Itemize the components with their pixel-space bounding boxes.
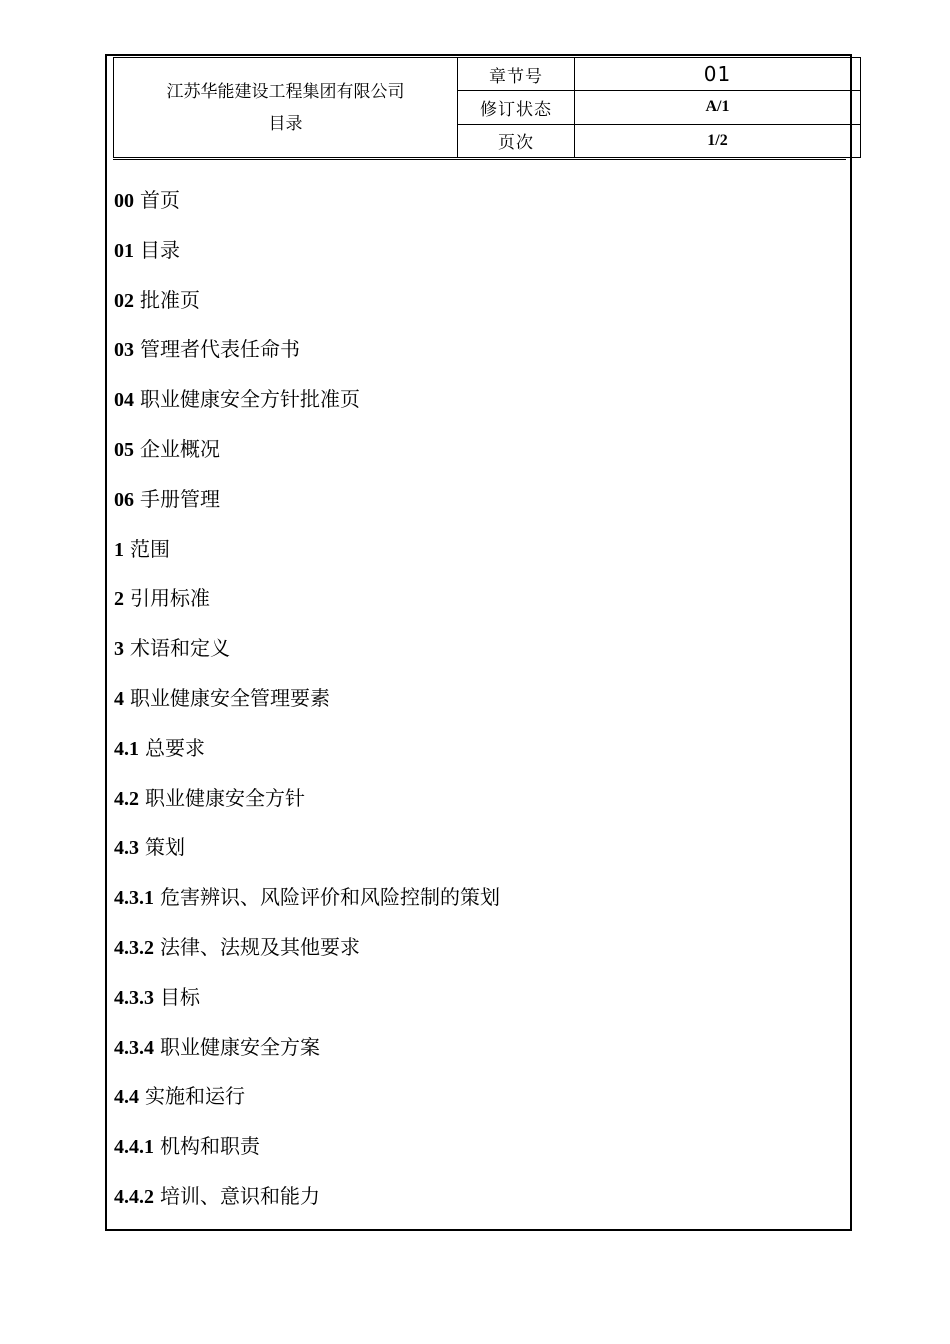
toc-number: 4 — [114, 687, 124, 710]
toc-title: 法律、法规及其他要求 — [160, 934, 360, 959]
toc-number: 04 — [114, 389, 134, 412]
toc-number: 4.4.1 — [114, 1136, 154, 1159]
toc-number: 4.3.2 — [114, 936, 154, 959]
toc-title: 手册管理 — [140, 486, 220, 511]
toc-entry — [114, 631, 500, 681]
toc-number: 4.3.1 — [114, 887, 154, 910]
toc-title: 企业概况 — [140, 436, 220, 461]
toc-title: 培训、意识和能力 — [160, 1183, 320, 1208]
toc-number: 4.3.3 — [114, 986, 154, 1009]
revision-value: A/1 — [575, 91, 861, 124]
toc-entry — [114, 283, 500, 333]
toc-entry — [114, 830, 500, 880]
toc-number: 06 — [114, 488, 134, 511]
toc-entry — [114, 731, 500, 781]
toc-title: 总要求 — [145, 735, 205, 760]
revision-label: 修订状态 — [458, 91, 575, 124]
toc-number: 4.3 — [114, 837, 139, 860]
toc-title: 职业健康安全方针批准页 — [140, 387, 360, 412]
document-header-table — [113, 57, 861, 158]
header-divider — [113, 159, 846, 160]
toc-entry — [114, 681, 500, 731]
toc-entry — [114, 482, 500, 532]
toc-entry — [114, 581, 500, 631]
toc-entry — [114, 1079, 500, 1129]
toc-entry — [114, 332, 500, 382]
toc-title: 机构和职责 — [160, 1134, 260, 1159]
toc-entry — [114, 1129, 500, 1179]
toc-number: 4.4.2 — [114, 1185, 154, 1208]
toc-entry — [114, 183, 500, 233]
toc-entry — [114, 382, 500, 432]
toc-title: 目标 — [160, 984, 200, 1009]
toc-number: 4.2 — [114, 787, 139, 810]
toc-number: 00 — [114, 190, 134, 212]
toc-entry — [114, 432, 500, 482]
company-cell — [114, 58, 458, 158]
toc-number: 4.4 — [114, 1086, 139, 1109]
toc-entry — [114, 781, 500, 831]
toc-title: 策划 — [145, 835, 185, 860]
toc-title: 职业健康安全管理要素 — [130, 685, 330, 710]
toc-number: 1 — [114, 538, 124, 561]
toc-number: 01 — [114, 239, 134, 262]
toc-title: 批准页 — [140, 287, 200, 312]
toc-number: 03 — [114, 339, 134, 362]
toc-entry — [114, 930, 500, 980]
company-name: 江苏华能建设工程集团有限公司 — [166, 81, 405, 102]
toc-title: 职业健康安全方针 — [145, 785, 305, 810]
toc-number: 2 — [114, 588, 124, 611]
toc-title: 术语和定义 — [130, 636, 230, 661]
toc-number: 05 — [114, 438, 134, 461]
chapter-value: 01 — [575, 58, 861, 91]
toc-entry — [114, 1030, 500, 1080]
toc-number: 02 — [114, 289, 134, 312]
toc-entry — [114, 233, 500, 283]
toc-title: 引用标准 — [130, 586, 210, 611]
toc-entry — [114, 880, 500, 930]
toc-title: 首页 — [140, 188, 180, 212]
toc-entry — [114, 1179, 500, 1229]
toc-title: 范围 — [130, 536, 170, 561]
toc-number: 3 — [114, 638, 124, 661]
page-label: 页次 — [458, 124, 575, 157]
document-title: 目录 — [268, 113, 303, 134]
toc-entry — [114, 532, 500, 582]
toc-number: 4.1 — [114, 737, 139, 760]
toc-title: 目录 — [140, 237, 180, 262]
toc-title: 危害辨识、风险评价和风险控制的策划 — [160, 885, 500, 910]
chapter-label: 章节号 — [458, 58, 575, 91]
table-of-contents — [114, 183, 500, 1229]
toc-title: 职业健康安全方案 — [160, 1034, 320, 1059]
page-value: 1/2 — [575, 124, 861, 157]
toc-title: 管理者代表任命书 — [140, 337, 300, 362]
toc-entry — [114, 980, 500, 1030]
toc-number: 4.3.4 — [114, 1036, 154, 1059]
toc-title: 实施和运行 — [145, 1084, 245, 1109]
